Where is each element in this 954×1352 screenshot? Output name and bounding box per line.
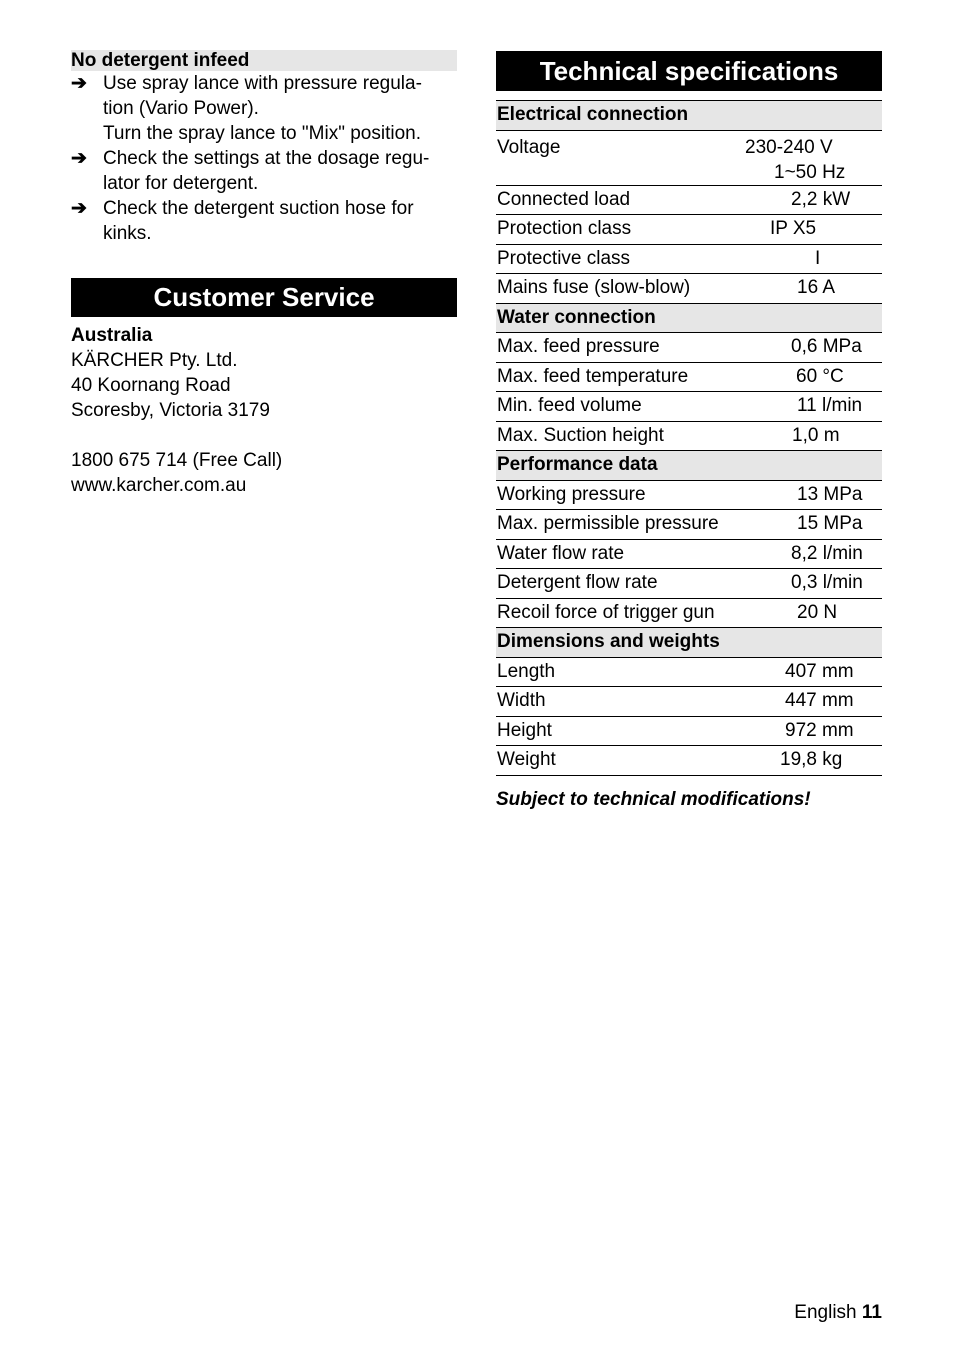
spec-row (496, 215, 882, 245)
spec-group-header (496, 451, 882, 481)
spec-label: Connected load (497, 188, 631, 210)
spacer (71, 423, 457, 448)
spec-label: Height (497, 719, 552, 741)
spec-row (496, 687, 882, 717)
spec-row (496, 510, 882, 540)
spec-value: 2,2 kW (791, 188, 851, 210)
spec-row (496, 333, 882, 363)
spec-row (496, 274, 882, 304)
spec-value: 0,6 MPa (791, 336, 862, 358)
spec-label: Max. feed pressure (497, 336, 660, 358)
website-link[interactable]: www.karcher.com.au (71, 475, 247, 496)
spec-value: 407 mm (785, 660, 854, 682)
spec-group-header (496, 101, 882, 131)
spec-value (736, 130, 882, 185)
technical-specifications-heading: Technical specifications (496, 51, 882, 91)
page-number: 11 (861, 1302, 882, 1323)
troubleshooting-title: No detergent infeed (71, 50, 457, 71)
company-name: KÄRCHER Pty. Ltd. (71, 350, 238, 371)
spec-label: Max. Suction height (497, 424, 664, 446)
spec-label: Max. permissible pressure (497, 513, 719, 535)
spec-table (496, 100, 882, 776)
arrow-icon: ➔ (71, 198, 87, 219)
spec-label: Max. feed temperature (497, 365, 689, 387)
spec-row (496, 392, 882, 422)
footer-language: English (794, 1302, 857, 1323)
step-line: Turn the spray lance to "Mix" position. (103, 123, 421, 144)
spec-label: Mains fuse (slow-blow) (497, 277, 691, 299)
spec-value: 60 °C (796, 365, 844, 387)
spec-row (496, 244, 882, 274)
spec-value: 15 MPa (797, 513, 863, 535)
step-line: kinks. (103, 223, 152, 244)
spec-row (496, 746, 882, 776)
phone-number: 1800 675 714 (Free Call) (71, 450, 283, 471)
spec-value: 13 MPa (797, 483, 863, 505)
spec-value: 972 mm (785, 719, 854, 741)
spec-value: 19,8 kg (780, 749, 843, 771)
arrow-icon: ➔ (71, 148, 87, 169)
customer-service-heading: Customer Service (71, 278, 457, 317)
address-block (71, 323, 457, 498)
step-line: tion (Vario Power). (103, 98, 259, 119)
spec-value: 16 A (797, 277, 836, 299)
spec-label: Weight (497, 749, 556, 771)
spec-label: Recoil force of trigger gun (497, 601, 715, 623)
spec-value: I (815, 247, 821, 269)
spec-value: 0,3 l/min (791, 572, 863, 594)
group-name: Electrical connection (496, 101, 882, 131)
group-name: Dimensions and weights (497, 631, 720, 653)
country-label: Australia (71, 325, 153, 346)
spec-row (496, 130, 882, 185)
spec-row (496, 421, 882, 451)
troubleshooting-step (71, 196, 457, 246)
spec-value: 20 N (797, 601, 838, 623)
spec-label: Length (497, 660, 556, 682)
spec-label: Protective class (497, 247, 631, 269)
spec-label: Working pressure (497, 483, 646, 505)
spec-label: Voltage (497, 136, 561, 158)
step-line: Check the settings at the dosage regu- (103, 148, 430, 169)
left-column (71, 50, 457, 498)
arrow-icon: ➔ (71, 73, 87, 94)
spec-label: Water flow rate (497, 542, 625, 564)
spec-value: 447 mm (785, 690, 854, 712)
spec-value-line: 1~50 Hz (774, 161, 846, 183)
spec-value: 1,0 m (792, 424, 840, 446)
spec-row (496, 362, 882, 392)
group-name: Water connection (497, 306, 656, 328)
street-address: 40 Koornang Road (71, 375, 231, 396)
page-footer (794, 1302, 882, 1324)
spec-label: Width (497, 690, 546, 712)
step-line: lator for detergent. (103, 173, 259, 194)
spec-row (496, 657, 882, 687)
spec-row (496, 716, 882, 746)
step-line: Use spray lance with pressure regula- (103, 73, 422, 94)
spec-value-line: 230-240 V (745, 136, 833, 158)
spec-label: Protection class (497, 218, 632, 240)
troubleshooting-step (71, 71, 457, 146)
modification-note: Subject to technical modifications! (496, 788, 811, 810)
spec-row (496, 539, 882, 569)
city-address: Scoresby, Victoria 3179 (71, 400, 270, 421)
spec-value: 11 l/min (797, 395, 863, 417)
spec-row (496, 569, 882, 599)
spec-label: Min. feed volume (497, 395, 642, 417)
group-name: Performance data (497, 454, 658, 476)
spec-row (496, 480, 882, 510)
spec-group-header (496, 628, 882, 658)
spec-label: Detergent flow rate (497, 572, 658, 594)
spec-row (496, 598, 882, 628)
troubleshooting-step (71, 146, 457, 196)
spec-value: IP X5 (770, 218, 817, 240)
spec-group-header (496, 303, 882, 333)
spec-value: 8,2 l/min (791, 542, 863, 564)
right-column (496, 51, 882, 811)
step-line: Check the detergent suction hose for (103, 198, 414, 219)
spec-row (496, 185, 882, 215)
